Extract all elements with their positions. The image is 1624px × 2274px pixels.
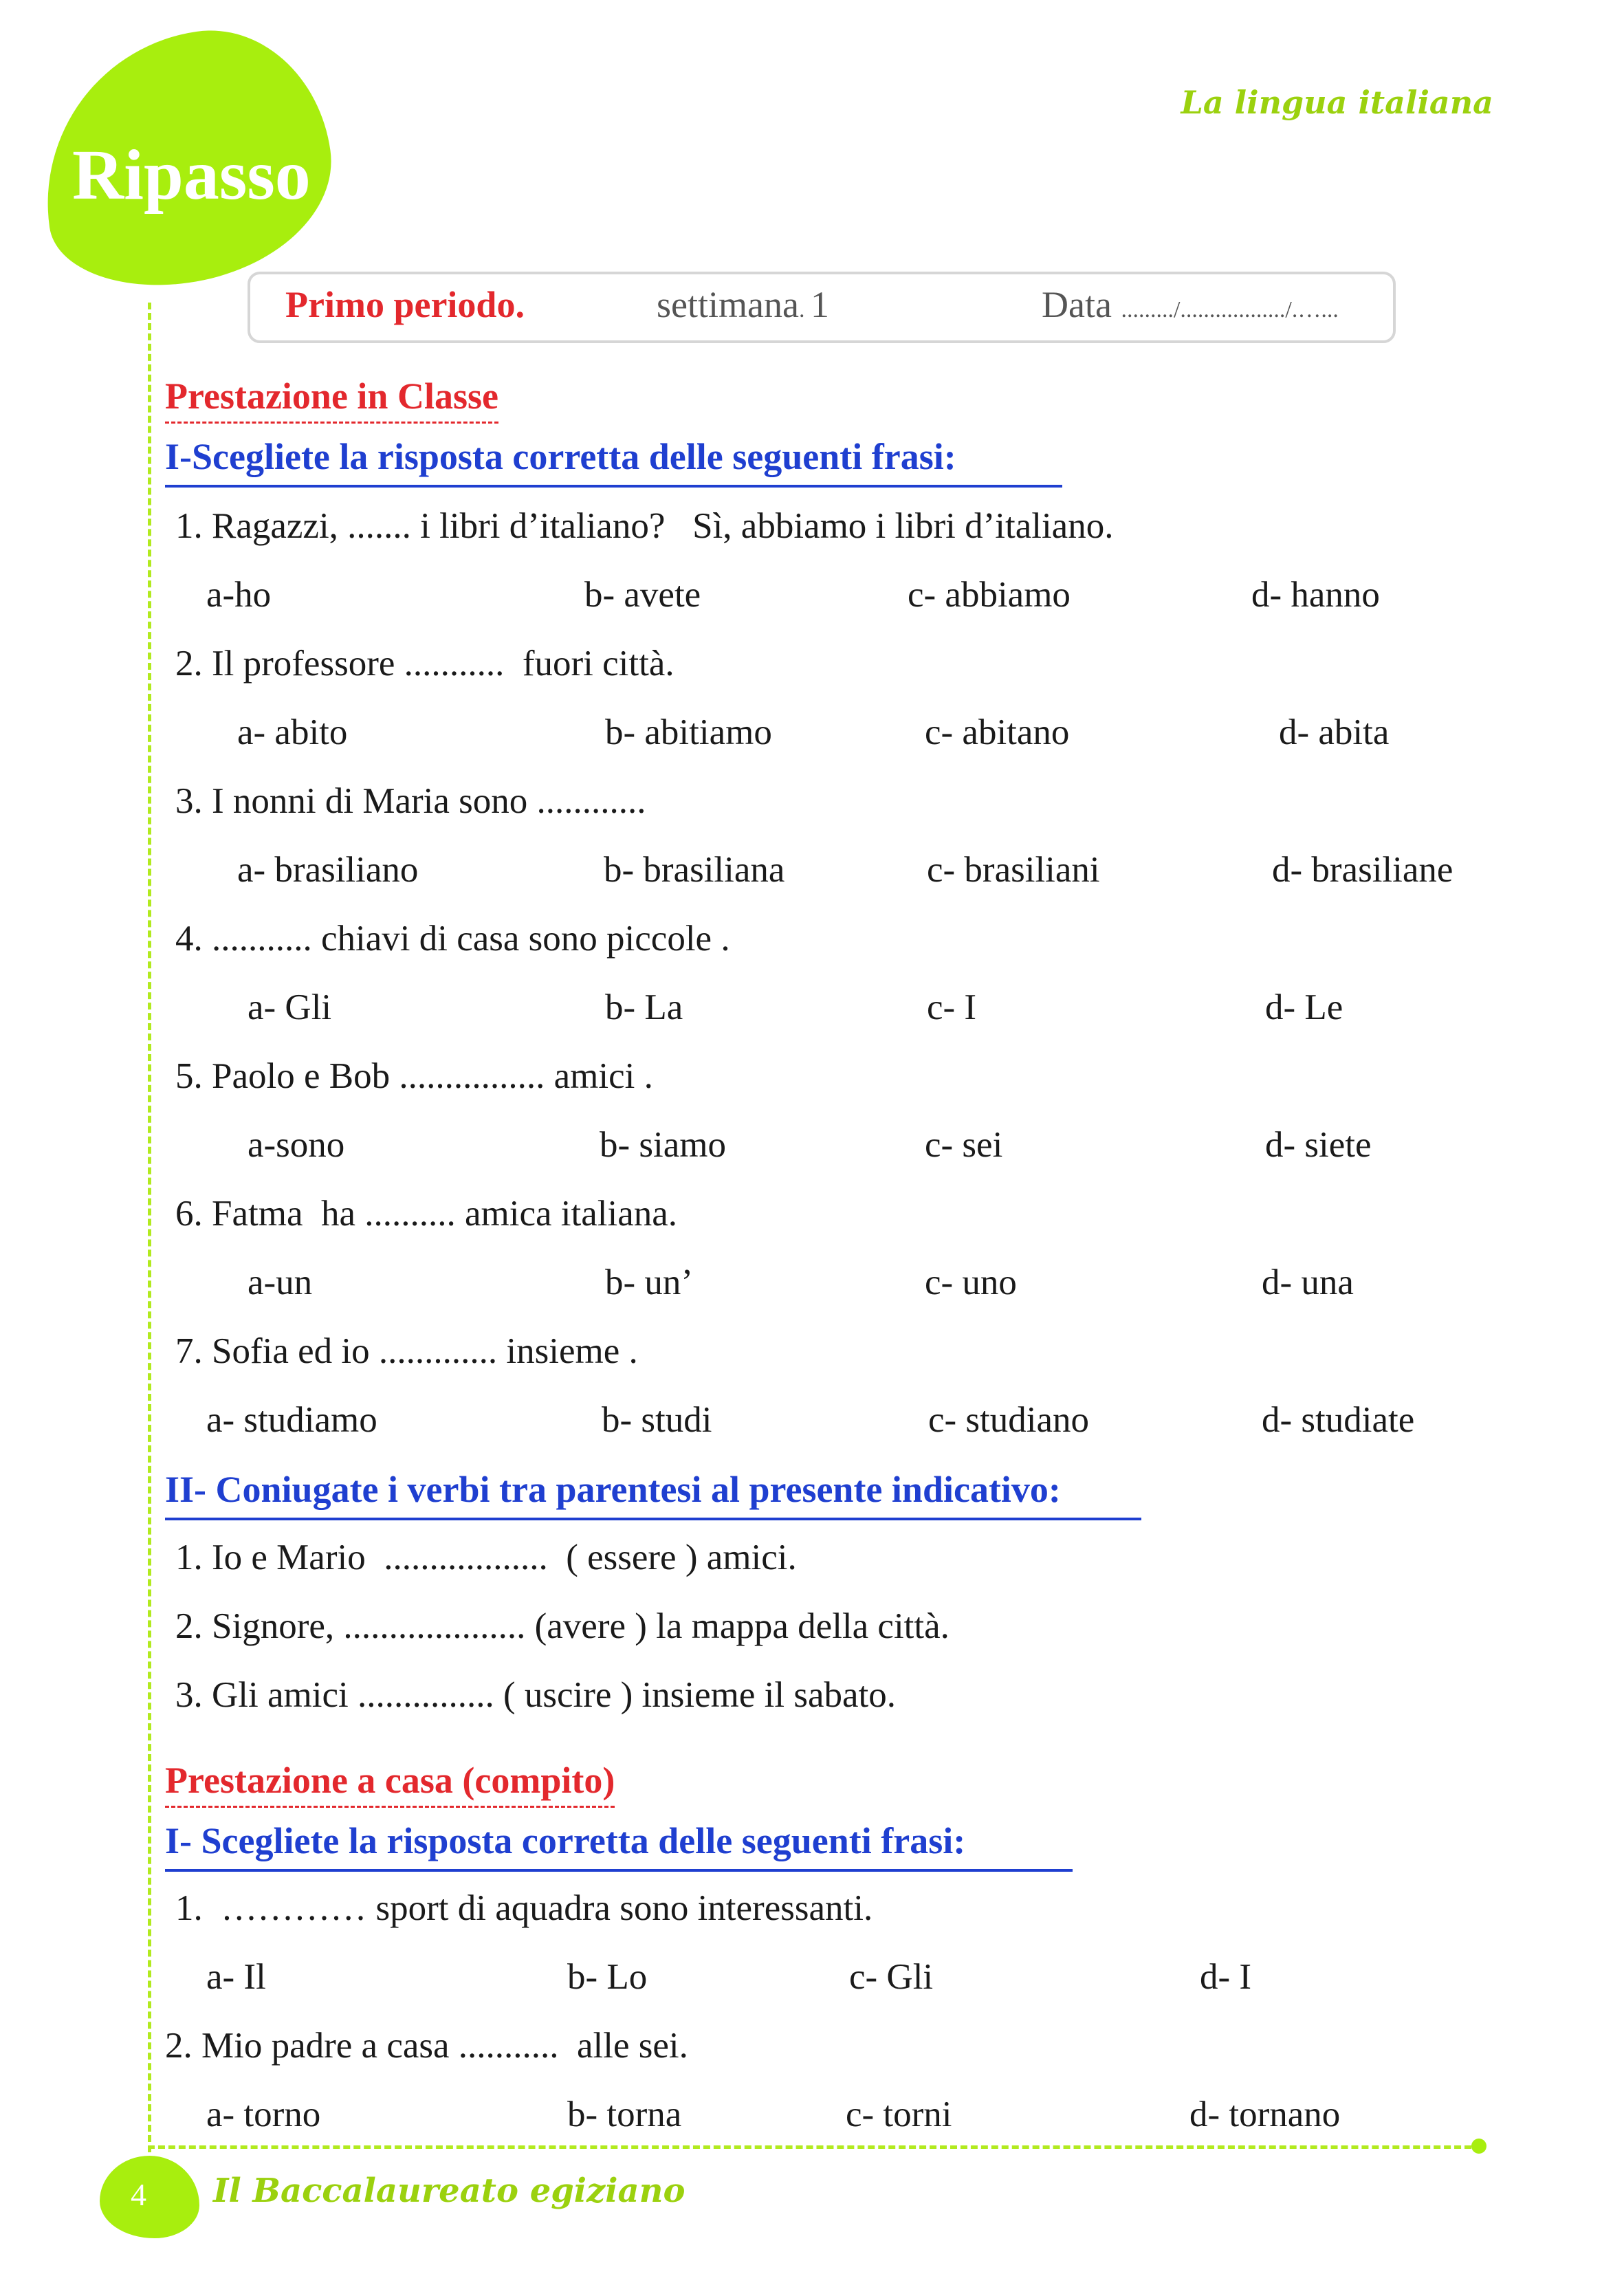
option-5b: b- siamo: [600, 1125, 726, 1165]
question-1: 1. Ragazzi, ....... i libri d’italiano? Sì, abbiamo i libri d’italiano.: [175, 506, 1114, 546]
option-1c: c- abbiamo: [908, 575, 1071, 615]
option-3a: a- brasiliano: [237, 850, 419, 890]
option-2a: a- abito: [237, 712, 348, 752]
option-7a: a- studiamo: [206, 1400, 377, 1440]
option-1d: d- hanno: [1251, 575, 1380, 615]
verb-item-3: 3. Gli amici ............... ( uscire ) insieme il sabato.: [175, 1675, 896, 1715]
period-label: Primo periodo.: [285, 284, 525, 325]
ripasso-badge-label: Ripasso: [72, 135, 311, 215]
homework-option-2d: d- tornano: [1189, 2095, 1341, 2134]
verb-item-2: 2. Signore, .................... (avere ) la mappa della città.: [175, 1606, 950, 1646]
question-6: 6. Fatma ha .......... amica italiana.: [175, 1194, 677, 1234]
option-2d: d- abita: [1279, 712, 1390, 752]
homework-option-1c: c- Gli: [849, 1957, 934, 1997]
homework-option-1a: a- Il: [206, 1957, 266, 1997]
homework-option-2c: c- torni: [846, 2095, 952, 2134]
date-label: Data: [1042, 284, 1112, 325]
option-6c: c- uno: [925, 1262, 1017, 1302]
homework-option-2b: b- torna: [567, 2095, 682, 2134]
left-dashed-border: [148, 303, 151, 2152]
exercise2-title: II- Coniugate i verbi tra parentesi al presente indicativo:: [165, 1468, 1141, 1520]
homework-question-1: 1. ………… sport di aquadra sono interessanti.: [175, 1888, 873, 1928]
footer-title: Il Baccalaureato egiziano: [213, 2172, 685, 2210]
question-4: 4. ........... chiavi di casa sono piccole .: [175, 919, 730, 959]
page-number: 4: [131, 2177, 146, 2212]
option-3d: d- brasiliane: [1272, 850, 1453, 890]
question-3: 3. I nonni di Maria sono ............: [175, 781, 646, 821]
option-5d: d- siete: [1265, 1125, 1372, 1165]
option-1b: b- avete: [584, 575, 701, 615]
option-5a: a-sono: [248, 1125, 345, 1165]
option-2c: c- abitano: [925, 712, 1070, 752]
homework-question-2: 2. Mio padre a casa ........... alle sei.: [165, 2026, 688, 2066]
section-homework-title: Prestazione a casa (compito): [165, 1759, 615, 1808]
option-4d: d- Le: [1265, 987, 1343, 1027]
page-number-badge: [100, 2156, 199, 2238]
homework-option-2a: a- torno: [206, 2095, 321, 2134]
option-3b: b- brasiliana: [604, 850, 785, 890]
option-3c: c- brasiliani: [927, 850, 1100, 890]
option-7c: c- studiano: [928, 1400, 1090, 1440]
border-end-dot: [1471, 2139, 1486, 2154]
week-number: 1: [810, 284, 829, 325]
option-5c: c- sei: [925, 1125, 1003, 1165]
option-7d: d- studiate: [1262, 1400, 1415, 1440]
bottom-dashed-border: [148, 2145, 1482, 2149]
subject-title: La lingua italiana: [1181, 84, 1493, 121]
exercise1-title: I-Scegliete la risposta corretta delle seguenti frasi:: [165, 435, 1062, 488]
homework-exercise1-title: I- Scegliete la risposta corretta delle seguenti frasi:: [165, 1819, 1073, 1872]
question-5: 5. Paolo e Bob ................ amici .: [175, 1056, 653, 1096]
question-2: 2. Il professore ........... fuori città.: [175, 644, 674, 684]
homework-option-1d: d- I: [1200, 1957, 1252, 1997]
homework-option-1b: b- Lo: [567, 1957, 648, 1997]
date-field: [1042, 283, 1339, 326]
date-blank: ........./................../.…...: [1121, 297, 1339, 322]
verb-item-1: 1. Io e Mario .................. ( essere ) amici.: [175, 1538, 797, 1577]
option-7b: b- studi: [602, 1400, 712, 1440]
option-4c: c- I: [927, 987, 977, 1027]
option-4b: b- La: [605, 987, 683, 1027]
section-classwork-title: Prestazione in Classe: [165, 375, 498, 424]
option-6b: b- un’: [605, 1262, 694, 1302]
option-6d: d- una: [1262, 1262, 1354, 1302]
week-label: settimana. 1: [657, 284, 829, 325]
option-4a: a- Gli: [248, 987, 332, 1027]
option-6a: a-un: [248, 1262, 313, 1302]
question-7: 7. Sofia ed io ............. insieme .: [175, 1331, 638, 1371]
option-1a: a-ho: [206, 575, 272, 615]
option-2b: b- abitiamo: [605, 712, 772, 752]
